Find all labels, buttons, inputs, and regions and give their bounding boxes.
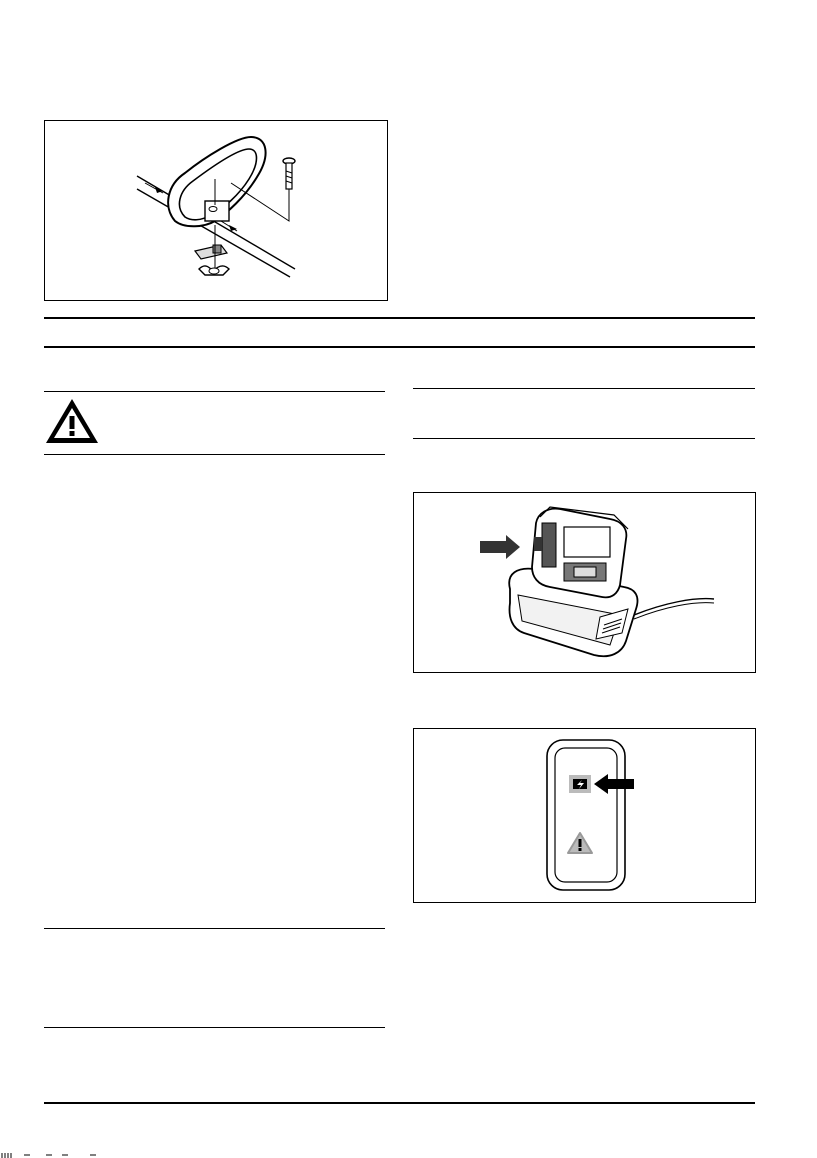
handle-assembly-figure (44, 120, 388, 301)
right-note-rule-bottom (413, 438, 755, 439)
warning-rule-bottom (44, 454, 385, 455)
battery-charger-illustration (414, 493, 755, 672)
battery-charger-figure (413, 492, 756, 673)
charger-indicator-figure (413, 728, 756, 903)
warning-rule-top (44, 391, 385, 392)
right-note-rule-top (413, 388, 755, 389)
section-rule-top (44, 317, 755, 319)
handle-assembly-illustration (45, 121, 387, 300)
print-crop-marks (0, 1152, 100, 1158)
note-rule-bottom (44, 1027, 385, 1028)
charger-indicator-illustration (414, 729, 755, 902)
warning-triangle-icon (44, 396, 100, 446)
page-footer-rule (44, 1102, 755, 1104)
section-rule-bottom (44, 346, 755, 348)
note-rule-top (44, 928, 385, 929)
